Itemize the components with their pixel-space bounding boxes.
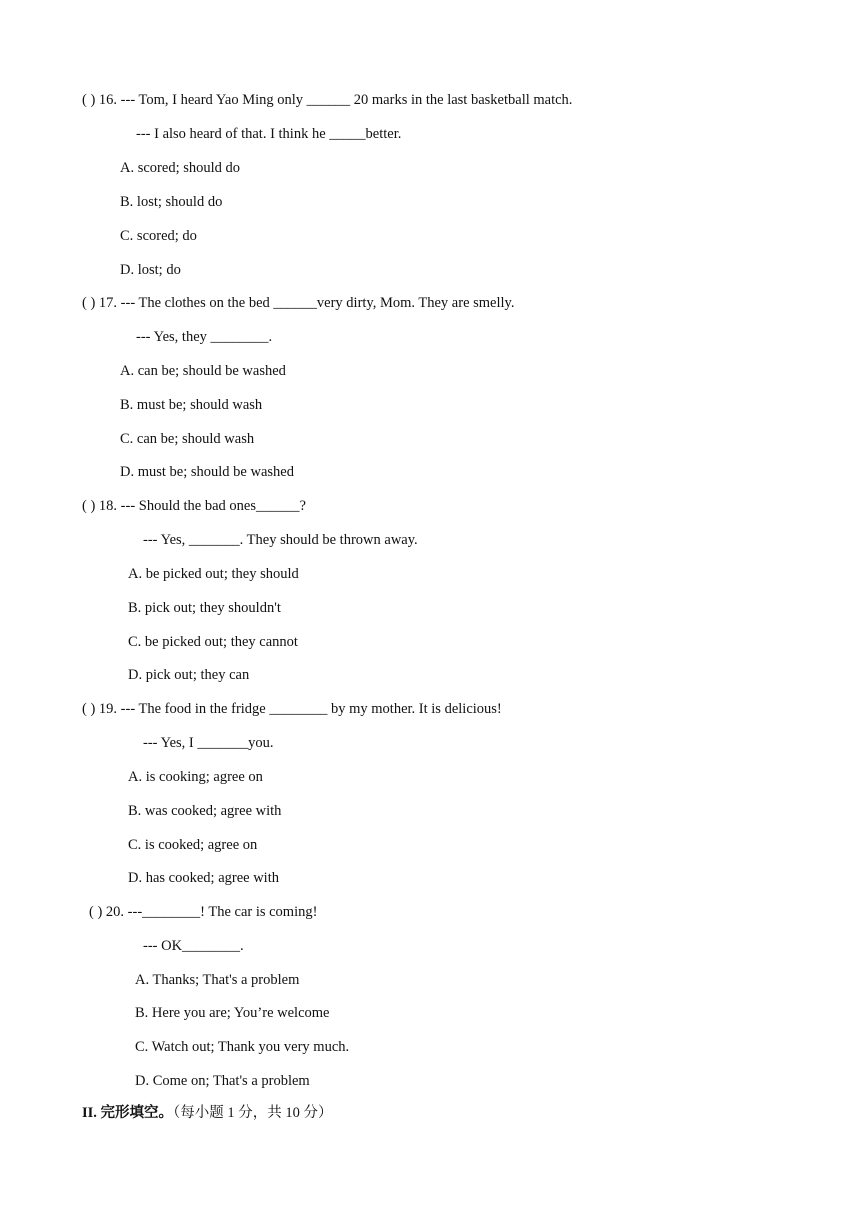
question-17-stem: ( ) 17. --- The clothes on the bed ______very dirty, Mom. They are smelly.: [82, 295, 515, 311]
question-19-reply: --- Yes, I _______you.: [143, 735, 274, 751]
question-17-option-a: A. can be; should be washed: [120, 363, 286, 379]
section-scoring-note: （每小题 1 分，共 10 分）: [173, 1105, 333, 1121]
question-16-reply: --- I also heard of that. I think he _____better.: [136, 126, 402, 142]
question-20-reply: --- OK________.: [143, 938, 244, 954]
question-16-stem: ( ) 16. --- Tom, I heard Yao Ming only ______ 20 marks in the last basketball match.: [82, 92, 573, 108]
question-16-option-a: A. scored; should do: [120, 160, 241, 176]
question-20-option-d: D. Come on; That's a problem: [135, 1073, 310, 1089]
question-17-option-d: D. must be; should be washed: [120, 464, 294, 480]
question-19-option-b: B. was cooked; agree with: [128, 803, 282, 819]
question-17-reply: --- Yes, they ________.: [136, 329, 273, 345]
question-20-option-a: A. Thanks; That's a problem: [135, 972, 300, 988]
question-17-option-b: B. must be; should wash: [120, 397, 263, 413]
question-19-option-a: A. is cooking; agree on: [128, 769, 263, 785]
question-19-stem: ( ) 19. --- The food in the fridge ________ by my mother. It is delicious!: [82, 701, 502, 717]
question-16-option-b: B. lost; should do: [120, 194, 223, 210]
question-19-option-c: C. is cooked; agree on: [128, 837, 258, 853]
question-20-option-c: C. Watch out; Thank you very much.: [135, 1039, 350, 1055]
question-18-option-d: D. pick out; they can: [128, 667, 250, 683]
section-heading: [82, 1104, 333, 1122]
question-18-option-c: C. be picked out; they cannot: [128, 634, 298, 650]
question-19-option-d: D. has cooked; agree with: [128, 870, 279, 886]
question-16-option-d: D. lost; do: [120, 262, 181, 278]
question-16-option-c: C. scored; do: [120, 228, 197, 244]
section-title: II. 完形填空。: [82, 1105, 174, 1121]
question-20-stem: ( ) 20. ---________! The car is coming!: [89, 904, 318, 920]
question-18-stem: ( ) 18. --- Should the bad ones______?: [82, 498, 306, 514]
question-18-option-b: B. pick out; they shouldn't: [128, 600, 281, 616]
question-17-option-c: C. can be; should wash: [120, 431, 255, 447]
question-20-option-b: B. Here you are; You’re welcome: [135, 1005, 330, 1021]
question-18-option-a: A. be picked out; they should: [128, 566, 299, 582]
question-18-reply: --- Yes, _______. They should be thrown away.: [143, 532, 418, 548]
